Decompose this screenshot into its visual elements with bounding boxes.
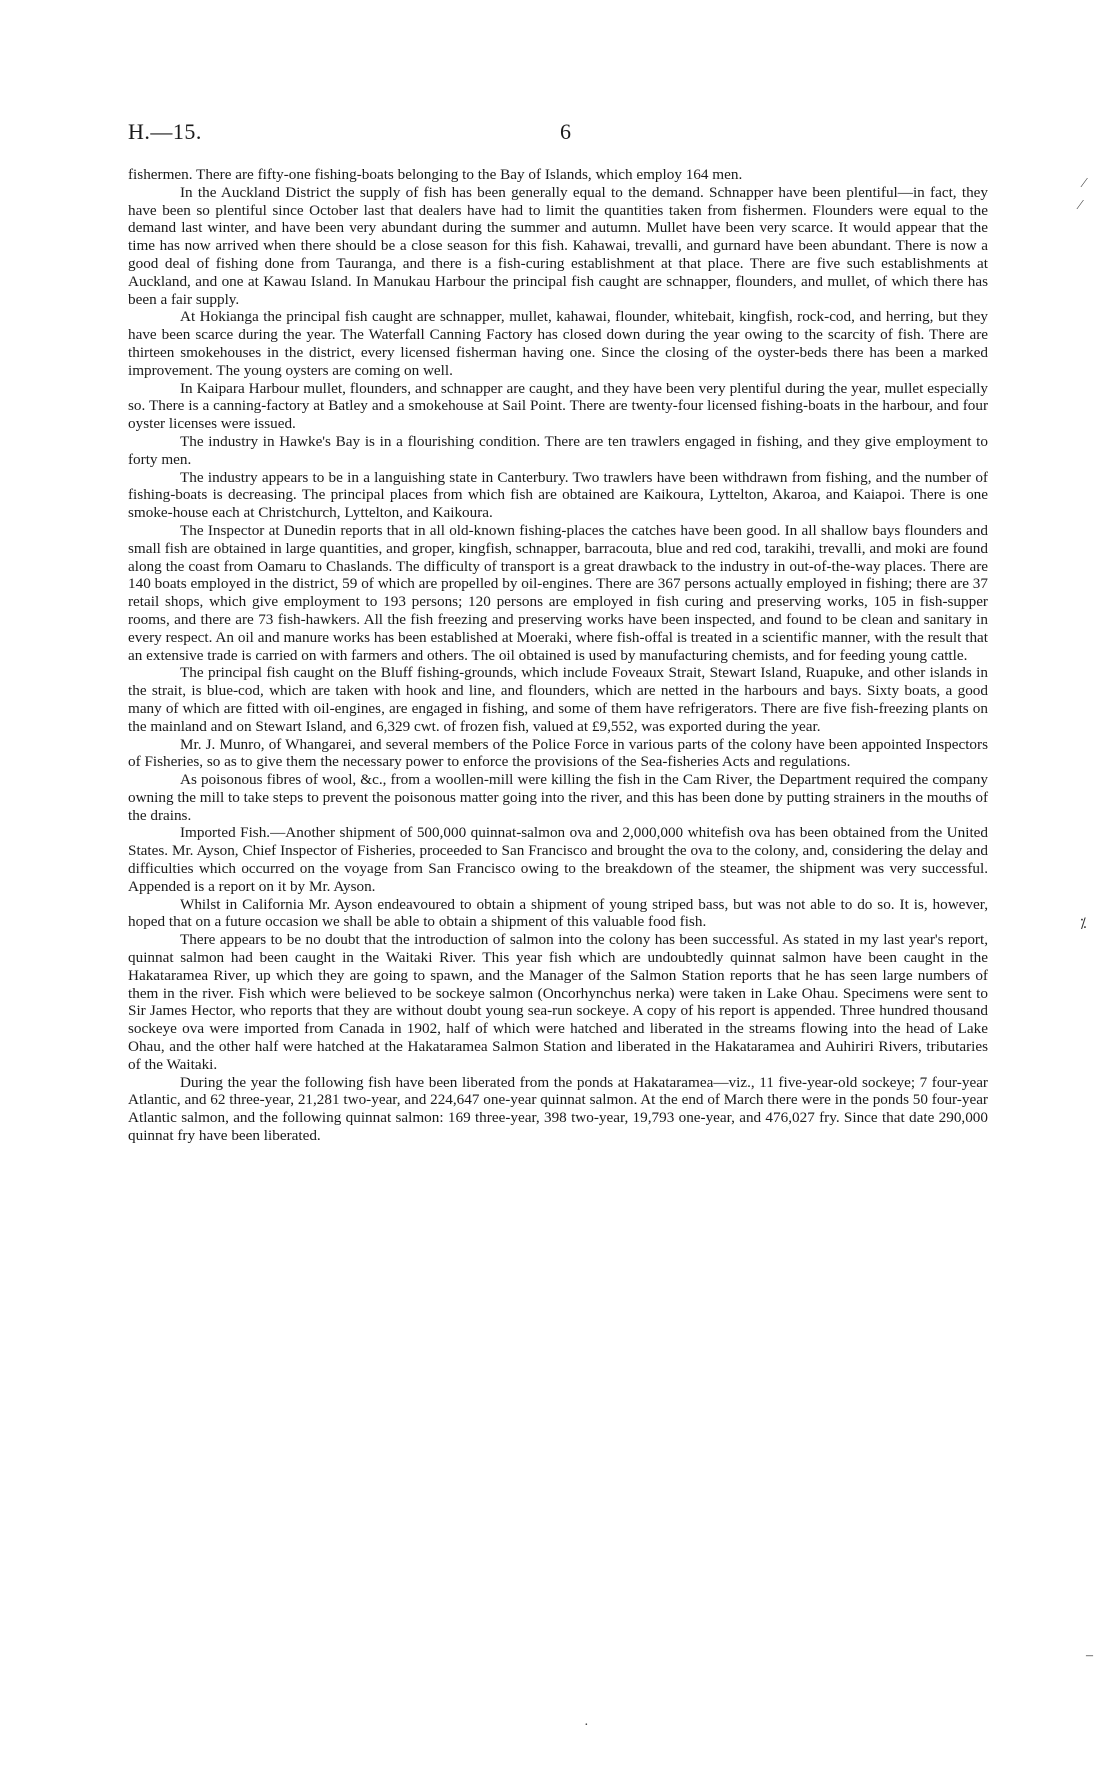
paragraph: There appears to be no doubt that the introduction of salmon into the colony has been successful. As stated in my last year's report, quinnat salmon had been caught in the Waitaki River. This year fish which are undoubtedly quinnat salmon have been caught in the Hakataramea River, up which they are going to spawn, and the Manager of the Salmon Station reports that he has seen large numbers of them in the river. Fish which were believed to be sockeye salmon (Oncorhynchus nerka) were taken in Lake Ohau. Specimens were sent to Sir James Hector, who reports that they are without doubt young sea-run sockeye. A copy of his report is appended. Three hundred thousand sockeye ova were imported from Canada in 1902, half of which were hatched and liberated in the streams flowing into the head of Lake Ohau, and the other half were hatched at the Hakataramea Salmon Station and liberated in the Hakataramea and Auhiriri Rivers, tributaries of the Waitaki.	[128, 931, 988, 1073]
margin-mark: ⁄	[1079, 198, 1082, 213]
paragraph: In Kaipara Harbour mullet, flounders, and schnapper are caught, and they have been very plentiful during the year, mullet especially so. There is a canning-factory at Batley and a smokehouse at Sail Point. There are twenty-four licensed fishing-boats in the harbour, and four oyster licenses were issued.	[128, 379, 988, 433]
paragraph: During the year the following fish have been liberated from the ponds at Hakataramea—viz., 11 five-year-old sockeye; 7 four-year Atlantic, and 62 three-year, 21,281 two-year, and 224,647 one-year quinnat salmon. At the end of March there were in the ponds 50 four-year Atlantic salmon, and the following quinnat salmon: 169 three-year, 398 two-year, 19,793 one-year, and 476,027 fry. Since that date 290,000 quinnat fry have been liberated.	[128, 1073, 988, 1145]
paragraph: The principal fish caught on the Bluff fishing-grounds, which include Foveaux Strait, Stewart Island, Ruapuke, and other islands in the strait, is blue-cod, which are taken with hook and line, and flounders, which are netted in the harbours and bays. Sixty boats, a good many of which are fitted with oil-engines, are engaged in fishing, and some of them have refrigerators. There are five fish-freezing plants on the mainland and on Stewart Island, and 6,329 cwt. of frozen fish, valued at £9,552, was exported during the year.	[128, 664, 988, 735]
paragraph: At Hokianga the principal fish caught are schnapper, mullet, kahawai, flounder, whitebait, kingfish, rock-cod, and herring, but they have been scarce during the year. The Waterfall Canning Factory has closed down during the year owing to the scarcity of fish. There are thirteen smokehouses in the district, every licensed fisherman having one. Since the closing of the oyster-beds there has been a marked improvement. The young oysters are coming on well.	[128, 308, 988, 379]
paragraph: Imported Fish.—Another shipment of 500,000 quinnat-salmon ova and 2,000,000 whitefish ova has been obtained from the United States. Mr. Ayson, Chief Inspector of Fisheries, proceeded to San Francisco and brought the ova to the colony, and, considering the delay and difficulties which occurred on the voyage from San Francisco owing to the breakdown of the steamer, the shipment was very successful. Appended is a report on it by Mr. Ayson.	[128, 824, 988, 895]
paragraph: The Inspector at Dunedin reports that in all old-known fishing-places the catches have been good. In all shallow bays flounders and small fish are obtained in large quantities, and groper, kingfish, schnapper, barracouta, blue and red cod, tarakihi, trevalli, and moki are found along the coast from Oamaru to Chaslands. The difficulty of transport is a great drawback to the industry in out-of-the-way places. There are 140 boats employed in the district, 59 of which are propelled by oil-engines. There are 367 persons actually employed in fishing; there are 37 retail shops, which give employment to 193 persons; 120 persons are employed in fish curing and preserving works, 105 in fish-supper rooms, and there are 73 fish-hawkers. All the fish freezing and preserving works have been inspected, and found to be clean and sanitary in every respect. An oil and manure works has been established at Moeraki, where fish-offal is treated in a scientific manner, with the result that an extensive trade is carried on with farmers and others. The oil obtained is used by manufacturing chemists, and for feeding young cattle.	[128, 521, 988, 664]
paragraph: As poisonous fibres of wool, &c., from a woollen-mill were killing the fish in the Cam River, the Department required the company owning the mill to take steps to prevent the poisonous matter going into the river, and this has been done by putting strainers in the mouths of the drains.	[128, 771, 988, 824]
paragraph: fishermen. There are fifty-one fishing-boats belonging to the Bay of Islands, which employ 164 men.	[128, 166, 743, 183]
margin-mark: –	[1086, 1648, 1093, 1663]
margin-mark: ⁒	[1080, 917, 1087, 932]
page-header	[128, 119, 988, 149]
margin-mark: ·	[584, 1718, 589, 1733]
body-text	[128, 166, 988, 1145]
document-reference: H.—15.	[128, 119, 202, 144]
paragraph: In the Auckland District the supply of fish has been generally equal to the demand. Schnapper have been plentiful—in fact, they have been so plentiful since October last that dealers have had to limit the quantities taken from fishermen. Flounders were equal to the demand last winter, and have been very abundant during the summer and autumn. Mullet have been very scarce. It would appear that the time has now arrived when there should be a close season for this fish. Kahawai, trevalli, and gurnard have been abundant. There is now a good deal of fishing done from Tauranga, and there is a fish-curing establishment at that place. There are five such establishments at Auckland, and one at Kawau Island. In Manukau Harbour the principal fish caught are schnapper, flounders, and mullet, of which there has been a fair supply.	[128, 183, 988, 308]
paragraph: The industry appears to be in a languishing state in Canterbury. Two trawlers have been withdrawn from fishing, and the number of fishing-boats is decreasing. The principal places from which fish are obtained are Kaikoura, Lyttelton, Akaroa, and Kaiapoi. There is one smoke-house each at Christchurch, Lyttelton, and Kaikoura.	[128, 468, 988, 522]
page-number: 6	[560, 119, 571, 144]
paragraph: Whilst in California Mr. Ayson endeavoured to obtain a shipment of young striped bass, but was not able to do so. It is, however, hoped that on a future occasion we shall be able to obtain a shipment of this valuable food fish.	[128, 895, 988, 931]
margin-mark: ⁄	[1083, 176, 1086, 191]
paragraph: The industry in Hawke's Bay is in a flourishing condition. There are ten trawlers engaged in fishing, and they give employment to forty men.	[128, 432, 988, 468]
paragraph: Mr. J. Munro, of Whangarei, and several members of the Police Force in various parts of the colony have been appointed Inspectors of Fisheries, so as to give them the necessary power to enforce the provisions of the Sea-fisheries Acts and regulations.	[128, 735, 988, 771]
